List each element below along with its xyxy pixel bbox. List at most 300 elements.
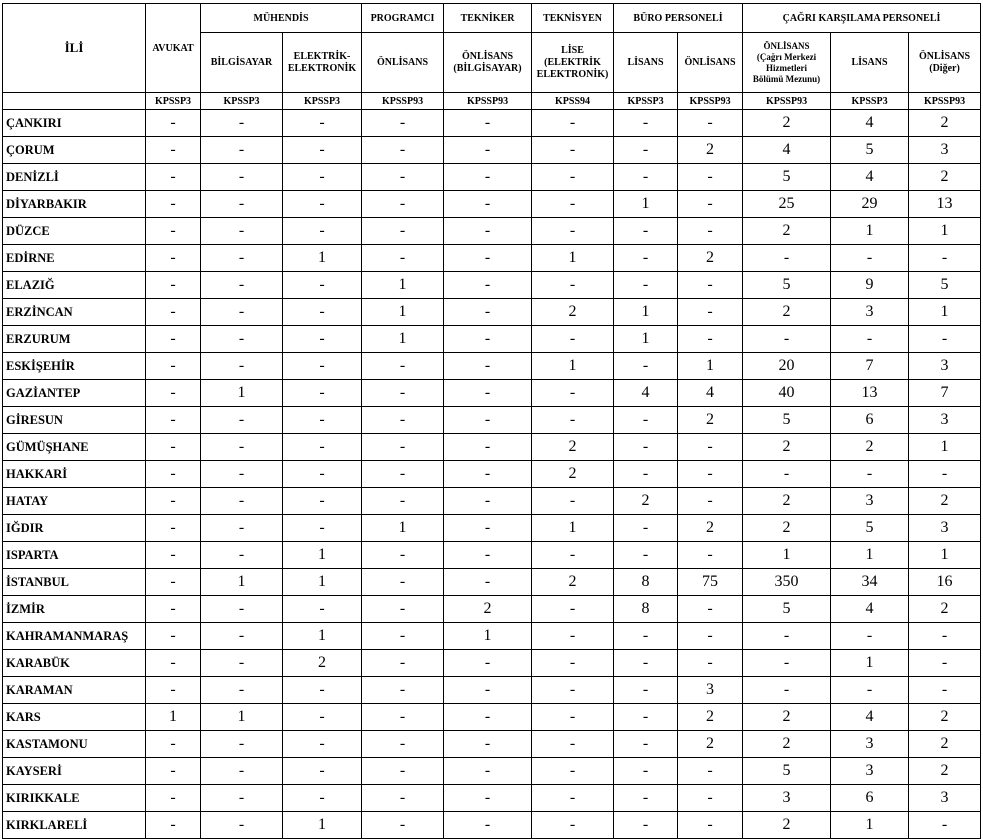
table-cell: - [678,812,743,839]
table-cell: 2 [743,434,831,461]
table-cell: - [909,677,981,704]
table-cell: 6 [831,407,909,434]
table-cell: - [831,326,909,353]
table-cell: 13 [909,191,981,218]
table-row [3,488,981,515]
table-cell: - [909,623,981,650]
table-cell: - [532,380,614,407]
table-cell: 1 [201,569,283,596]
table-cell: - [678,272,743,299]
table-cell: - [283,434,362,461]
table-cell: - [201,785,283,812]
table-row [3,785,981,812]
table-cell: - [146,407,201,434]
table-cell: - [614,164,678,191]
table-cell: 5 [909,272,981,299]
kpss-code: KPSSP3 [831,93,909,110]
table-cell: - [146,650,201,677]
table-cell: - [444,650,532,677]
table-cell: 2 [532,299,614,326]
table-cell: - [146,218,201,245]
table-cell: - [614,758,678,785]
table-cell: 13 [831,380,909,407]
province-name: ÇANKIRI [3,110,146,137]
table-cell: 3 [831,488,909,515]
table-cell: - [444,164,532,191]
table-cell: - [201,677,283,704]
table-cell: - [201,488,283,515]
table-cell: 1 [283,812,362,839]
table-cell: 3 [743,785,831,812]
table-cell: - [201,650,283,677]
table-cell: 3 [909,137,981,164]
table-cell: - [831,677,909,704]
table-cell: 1 [362,272,444,299]
table-cell: 2 [283,650,362,677]
table-row [3,164,981,191]
table-cell: - [146,569,201,596]
table-cell: - [362,731,444,758]
table-row [3,569,981,596]
table-cell: 5 [743,407,831,434]
table-cell: - [532,623,614,650]
table-cell: - [283,218,362,245]
table-cell: - [201,326,283,353]
table-cell: - [678,623,743,650]
table-cell: 16 [909,569,981,596]
table-cell: - [201,137,283,164]
table-cell: - [362,191,444,218]
table-cell: 1 [909,218,981,245]
table-cell: - [146,515,201,542]
table-row [3,245,981,272]
kpss-code: KPSSP3 [201,93,283,110]
table-cell: - [678,596,743,623]
table-cell: - [532,110,614,137]
table-cell: 1 [532,515,614,542]
table-cell: 2 [909,596,981,623]
table-cell: 3 [909,353,981,380]
table-cell: - [532,677,614,704]
table-cell: 2 [743,731,831,758]
province-name: KARABÜK [3,650,146,677]
kpss-code: KPSSP93 [743,93,831,110]
table-cell: 5 [831,137,909,164]
table-cell: 2 [532,461,614,488]
subheader-teknisyen-lise: LİSE (ELEKTRİK ELEKTRONİK) [532,33,614,93]
table-cell: 7 [909,380,981,407]
province-name: ERZURUM [3,326,146,353]
table-cell: - [201,812,283,839]
table-cell: 2 [909,758,981,785]
table-cell: 3 [909,407,981,434]
table-row [3,407,981,434]
kpss-code: KPSSP93 [678,93,743,110]
table-cell: - [362,677,444,704]
table-cell: - [532,650,614,677]
table-cell: - [201,191,283,218]
kpss-code: KPSSP3 [614,93,678,110]
table-cell: - [362,785,444,812]
table-cell: - [283,110,362,137]
table-cell: - [532,191,614,218]
table-row [3,596,981,623]
table-cell: - [532,218,614,245]
subheader-cagri-onlisans-diger: ÖNLİSANS (Diğer) [909,33,981,93]
table-cell: 1 [743,542,831,569]
table-cell: - [532,137,614,164]
header-group-muhendis: MÜHENDİS [201,4,362,33]
header-group-programci: PROGRAMCI [362,4,444,33]
table-cell: 2 [532,569,614,596]
table-cell: - [283,785,362,812]
table-cell: - [362,164,444,191]
table-cell: - [201,353,283,380]
table-cell: 1 [614,191,678,218]
table-cell: 3 [831,299,909,326]
province-name: ÇORUM [3,137,146,164]
table-cell: 3 [909,785,981,812]
table-cell: - [614,407,678,434]
table-cell: - [283,461,362,488]
table-cell: 1 [831,812,909,839]
table-cell: - [444,380,532,407]
table-cell: - [362,623,444,650]
table-cell: - [743,326,831,353]
table-row [3,326,981,353]
table-cell: - [614,272,678,299]
table-cell: - [444,731,532,758]
table-cell: - [146,785,201,812]
table-cell: - [444,245,532,272]
table-cell: - [283,272,362,299]
table-row [3,623,981,650]
subheader-cagri-lisans: LİSANS [831,33,909,93]
table-cell: - [146,137,201,164]
table-cell: - [909,812,981,839]
table-cell: - [532,488,614,515]
table-cell: - [283,488,362,515]
province-name: DÜZCE [3,218,146,245]
province-name: ISPARTA [3,542,146,569]
table-cell: - [201,164,283,191]
kpss-code: KPSS94 [532,93,614,110]
province-name: KIRKLARELİ [3,812,146,839]
table-cell: 2 [678,515,743,542]
table-cell: - [146,326,201,353]
table-cell: 2 [678,407,743,434]
header-ili: İLİ [3,4,146,93]
table-cell: 2 [678,704,743,731]
province-name: GÜMÜŞHANE [3,434,146,461]
table-cell: 1 [444,623,532,650]
table-cell: - [614,731,678,758]
table-cell: - [201,110,283,137]
table-cell: - [283,326,362,353]
table-body [3,110,981,839]
province-name: IĞDIR [3,515,146,542]
table-cell: 2 [831,434,909,461]
table-row [3,650,981,677]
table-row [3,299,981,326]
table-cell: 4 [831,110,909,137]
header-group-cagri: ÇAĞRI KARŞILAMA PERSONELİ [743,4,981,33]
province-name: KARS [3,704,146,731]
table-cell: 4 [831,704,909,731]
table-cell: - [678,299,743,326]
kpss-code: KPSSP3 [283,93,362,110]
table-cell: - [362,596,444,623]
table-cell: - [444,758,532,785]
table-cell: - [362,110,444,137]
table-cell: - [146,164,201,191]
table-cell: 7 [831,353,909,380]
table-cell: - [614,623,678,650]
table-cell: 4 [678,380,743,407]
table-cell: - [362,245,444,272]
table-cell: - [678,650,743,677]
table-cell: 2 [909,704,981,731]
table-cell: - [362,704,444,731]
kpss-code: KPSSP93 [444,93,532,110]
table-cell: - [444,569,532,596]
table-cell: - [532,704,614,731]
table-cell: - [362,461,444,488]
table-cell: - [444,677,532,704]
province-name: EDİRNE [3,245,146,272]
header-avukat: AVUKAT [146,4,201,93]
table-cell: 1 [362,515,444,542]
table-cell: - [146,380,201,407]
table-cell: - [444,542,532,569]
table-cell: - [146,245,201,272]
header-group-buro: BÜRO PERSONELİ [614,4,743,33]
table-row [3,191,981,218]
province-name: ESKİŞEHİR [3,353,146,380]
table-cell: - [678,164,743,191]
table-cell: - [146,461,201,488]
table-cell: - [201,461,283,488]
table-cell: - [146,677,201,704]
table-cell: 3 [678,677,743,704]
table-cell: - [283,299,362,326]
table-cell: - [362,812,444,839]
table-cell: - [614,461,678,488]
table-cell: - [146,623,201,650]
table-cell: - [362,218,444,245]
table-cell: - [678,488,743,515]
table-cell: - [614,515,678,542]
table-cell: - [201,434,283,461]
table-cell: - [201,218,283,245]
table-cell: - [614,650,678,677]
subheader-cagri-onlisans-merkez: ÖNLİSANS (Çağrı Merkezi Hizmetleri Bölümü Mezunu) [743,33,831,93]
table-cell: 4 [831,596,909,623]
table-cell: - [146,434,201,461]
table-cell: - [444,137,532,164]
table-cell: 4 [831,164,909,191]
table-cell: - [146,299,201,326]
table-cell: - [201,272,283,299]
table-cell: - [283,677,362,704]
table-cell: 3 [831,731,909,758]
table-cell: - [678,110,743,137]
table-row [3,542,981,569]
table-cell: - [444,353,532,380]
table-cell: - [201,731,283,758]
province-name: HATAY [3,488,146,515]
table-cell: - [283,164,362,191]
table-cell: 4 [743,137,831,164]
table-cell: - [146,353,201,380]
table-cell: 1 [614,299,678,326]
table-cell: 2 [743,488,831,515]
table-cell: 75 [678,569,743,596]
table-cell: 1 [909,299,981,326]
subheader-muhendis-bilgisayar: BİLGİSAYAR [201,33,283,93]
table-cell: 5 [743,164,831,191]
table-row [3,515,981,542]
table-row [3,110,981,137]
table-cell: 5 [743,758,831,785]
table-cell: 4 [614,380,678,407]
table-cell: - [614,137,678,164]
province-name: İZMİR [3,596,146,623]
table-cell: 2 [909,110,981,137]
table-cell: - [146,758,201,785]
subheader-muhendis-elektrik: ELEKTRİK- ELEKTRONİK [283,33,362,93]
table-cell: - [614,785,678,812]
table-cell: - [678,542,743,569]
table-cell: - [362,407,444,434]
table-cell: 29 [831,191,909,218]
table-cell: - [743,245,831,272]
table-cell: - [362,569,444,596]
table-cell: - [444,407,532,434]
table-cell: - [614,434,678,461]
table-cell: 1 [362,299,444,326]
table-cell: - [146,272,201,299]
table-cell: 1 [283,542,362,569]
table-cell: 2 [678,245,743,272]
province-name: GAZİANTEP [3,380,146,407]
table-row [3,677,981,704]
table-cell: 1 [831,542,909,569]
table-row [3,380,981,407]
table-cell: 1 [831,650,909,677]
table-row [3,272,981,299]
table-cell: - [532,596,614,623]
table-cell: - [362,353,444,380]
table-cell: - [909,461,981,488]
table-cell: 1 [362,326,444,353]
table-cell: - [283,191,362,218]
table-cell: - [362,488,444,515]
table-cell: - [201,407,283,434]
table-cell: - [444,110,532,137]
table-cell: 2 [444,596,532,623]
table-cell: 3 [831,758,909,785]
table-cell: 2 [532,434,614,461]
table-cell: - [146,542,201,569]
table-cell: 2 [909,488,981,515]
table-cell: - [444,812,532,839]
table-cell: - [909,245,981,272]
table-cell: - [743,650,831,677]
table-cell: 6 [831,785,909,812]
table-cell: - [532,542,614,569]
kpss-code: KPSSP93 [362,93,444,110]
subheader-programci-onlisans: ÖNLİSANS [362,33,444,93]
table-cell: - [362,137,444,164]
province-name: DENİZLİ [3,164,146,191]
table-row [3,137,981,164]
table-cell: - [362,758,444,785]
table-cell: - [283,380,362,407]
table-cell: 2 [743,218,831,245]
table-cell: 2 [743,299,831,326]
kpss-code: KPSSP3 [146,93,201,110]
table-cell: - [678,218,743,245]
subheader-buro-lisans: LİSANS [614,33,678,93]
table-cell: 1 [146,704,201,731]
table-cell: - [614,677,678,704]
kpss-code: KPSSP93 [909,93,981,110]
table-cell: 1 [678,353,743,380]
table-cell: - [678,191,743,218]
table-cell: - [362,650,444,677]
table-row [3,218,981,245]
province-name: KAYSERİ [3,758,146,785]
table-cell: - [831,623,909,650]
table-cell: 5 [831,515,909,542]
table-cell: - [283,731,362,758]
table-cell: 350 [743,569,831,596]
table-cell: - [201,299,283,326]
table-cell: - [283,758,362,785]
table-cell: - [146,731,201,758]
table-cell: 1 [283,623,362,650]
table-cell: 1 [831,218,909,245]
table-cell: - [201,596,283,623]
table-cell: - [146,110,201,137]
table-cell: - [614,245,678,272]
table-cell: - [532,731,614,758]
table-cell: - [614,110,678,137]
table-cell: 2 [678,731,743,758]
table-row [3,704,981,731]
table-cell: - [444,434,532,461]
table-cell: 20 [743,353,831,380]
table-cell: 2 [743,812,831,839]
table-cell: - [146,191,201,218]
table-cell: 9 [831,272,909,299]
table-cell: - [743,677,831,704]
table-cell: - [444,515,532,542]
table-cell: 2 [743,515,831,542]
table-cell: 5 [743,272,831,299]
table-cell: - [283,353,362,380]
table-cell: - [678,785,743,812]
subheader-tekniker-onlisans: ÖNLİSANS (BİLGİSAYAR) [444,33,532,93]
table-cell: - [201,542,283,569]
province-name: DİYARBAKIR [3,191,146,218]
table-cell: - [146,812,201,839]
table-cell: - [678,758,743,785]
table-cell: - [201,623,283,650]
province-name: ERZİNCAN [3,299,146,326]
table-cell: 1 [201,380,283,407]
